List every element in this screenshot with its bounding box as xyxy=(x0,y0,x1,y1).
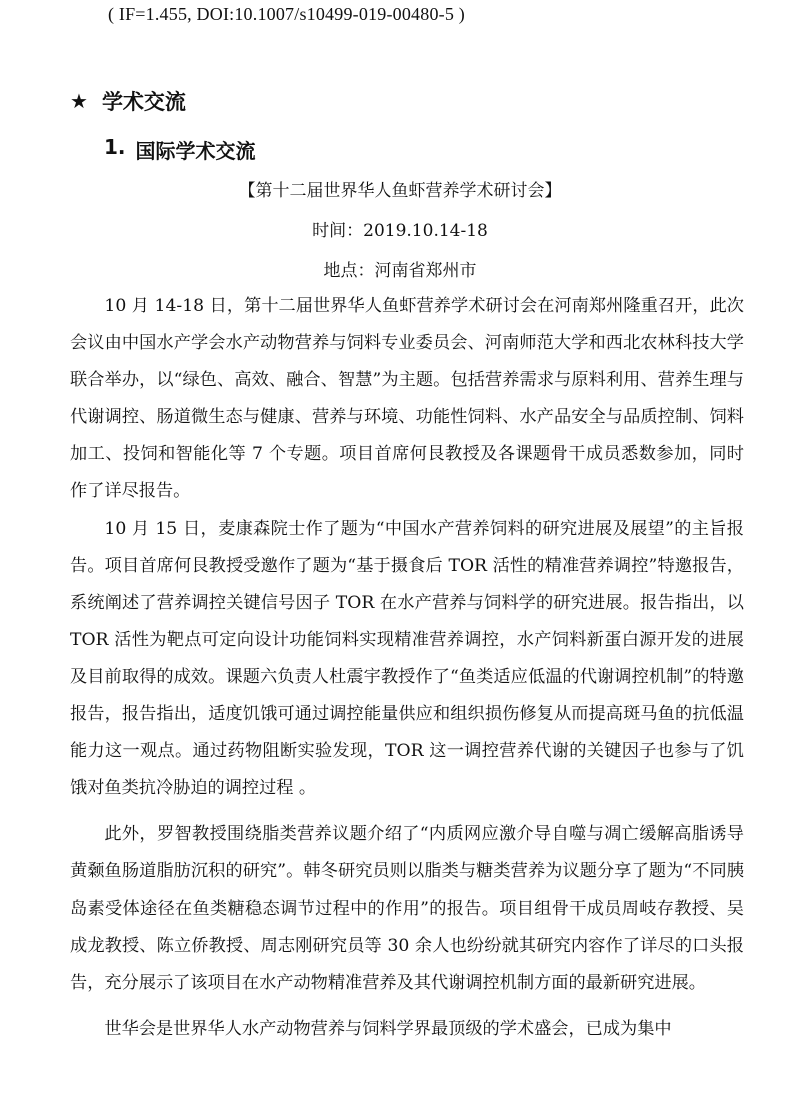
subsection-number: 1. xyxy=(104,135,126,159)
paragraph: 10 月 15 日，麦康森院士作了题为“中国水产营养饲料的研究进展及展望”的主旨报告。项目首席何艮教授受邀作了题为“基于摄食后 TOR 活性的精准营养调控”特邀报告，系统阐述了营养调控关键信号因子 TOR 在水产营养与饲料学的研究进展。报告指出，以 TOR 活性为靶点可定向设计功能饲料实现精准营养调控，水产饲料新蛋白源开发的进展及目前取得的成效。课题六负责人杜震宇教授作了“鱼类适应低温的代谢调控机制”的特邀报告，报告指出，适度饥饿可通过调控能量供应和组织损伤修复从而提高斑马鱼的抗低温能力这一观点。通过药物阻断实验发现，TOR 这一调控营养代谢的关键因子也参与了饥饿对鱼类抗冷胁迫的调控过程 。 xyxy=(70,518,744,799)
paragraph: 10 月 14-18 日，第十二届世界华人鱼虾营养学术研讨会在河南郑州隆重召开，此次会议由中国水产学会水产动物营养与饲料专业委员会、河南师范大学和西北农林科技大学联合举办，以“绿色、高效、融合、智慧”为主题。包括营养需求与原料利用、营养生理与代谢调控、肠道微生态与健康、营养与环境、功能性饲料、水产品安全与品质控制、饲料加工、投饲和智能化等 7 个专题。项目首席何艮教授及各课题骨干成员悉数参加，同时作了详尽报告。 xyxy=(70,296,744,502)
event-place: 地点：河南省郑州市 xyxy=(323,261,477,281)
citation-reference: ( IF=1.455, DOI:10.1007/s10499-019-00480-5 ) xyxy=(108,4,465,24)
event-title: 【第十二届世界华人鱼虾营养学术研讨会】 xyxy=(238,181,562,201)
section-title: 学术交流 xyxy=(101,90,186,114)
section-heading xyxy=(70,86,186,116)
subsection-title: 国际学术交流 xyxy=(135,139,256,163)
star-icon: ★ xyxy=(70,89,88,113)
event-time: 时间：2019.10.14-18 xyxy=(312,221,488,241)
paragraph: 世华会是世界华人水产动物营养与饲料学界最顶级的学术盛会，已成为集中 xyxy=(104,1018,672,1039)
paragraph: 此外，罗智教授围绕脂类营养议题介绍了“内质网应激介导自噬与凋亡缓解高脂诱导黄颡鱼肠道脂肪沉积的研究”。韩冬研究员则以脂类与糖类营养为议题分享了题为“不同胰岛素受体途径在鱼类糖稳态调节过程中的作用”的报告。项目组骨干成员周岐存教授、吴成龙教授、陈立侨教授、周志刚研究员等 30 余人也纷纷就其研究内容作了详尽的口头报告，充分展示了该项目在水产动物精准营养及其代谢调控机制方面的最新研究进展。 xyxy=(70,824,744,993)
article-body xyxy=(70,288,744,1048)
subsection-heading xyxy=(104,135,256,164)
